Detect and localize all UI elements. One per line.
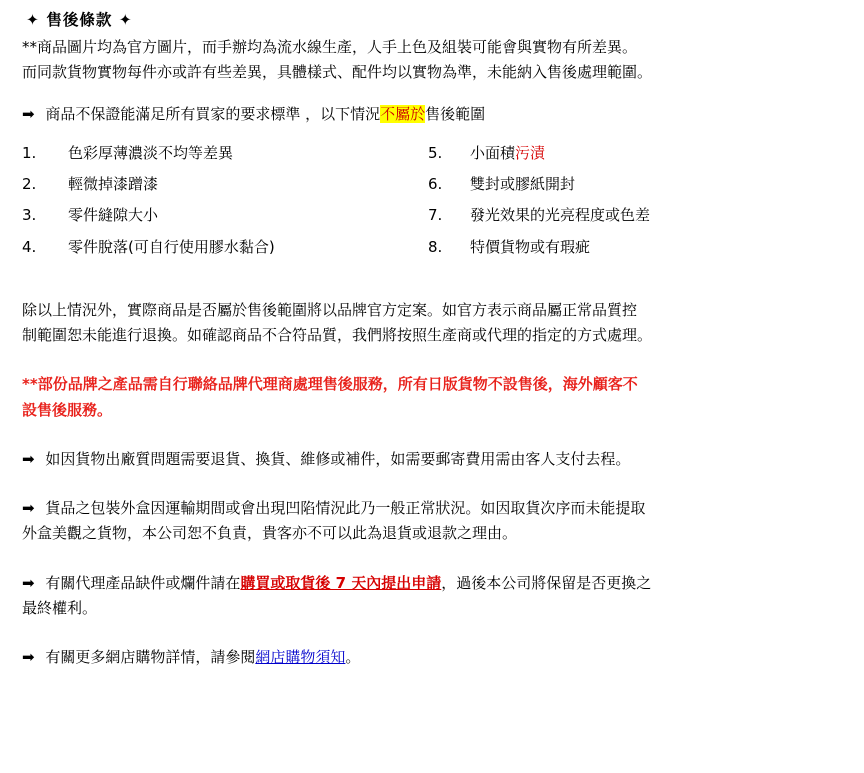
bullet-more-info: [22, 646, 850, 669]
spacer-5b: [22, 489, 850, 497]
item-text: 雙封或膠紙開封: [470, 175, 576, 194]
bullet-return: [22, 448, 850, 471]
item-number: 5.: [428, 143, 443, 162]
spacer-3: [22, 349, 850, 365]
bullet-packaging-line-1: [22, 497, 850, 520]
item-number: 2.: [22, 175, 37, 194]
item-text: 輕微掉漆蹭漆: [68, 175, 159, 194]
item-text: 特價貨物或有瑕疵: [470, 237, 591, 256]
spacer-2: [22, 265, 850, 299]
item-text-part: 小面積: [470, 143, 516, 162]
notice-before-text: 商品不保證能滿足所有買家的要求標準 ，以下情況: [45, 104, 381, 123]
intro-line-2: 而同款貨物實物每件亦或許有些差異，具體樣式、配件均以實物為準，未能納入售後處理範圍。: [22, 63, 653, 82]
shop-guide-link[interactable]: 網店購物須知: [255, 648, 346, 667]
arrow-icon: ➡: [22, 573, 35, 592]
spacer-4b: [22, 440, 850, 448]
item-number: 1.: [22, 143, 37, 162]
spacer-7: [22, 622, 850, 638]
item-number: 6.: [428, 175, 443, 194]
list-row: [22, 202, 822, 233]
notice-line: [22, 103, 850, 126]
arrow-icon: ➡: [22, 104, 35, 123]
bullet-more-before: 有關更多網店購物詳情，請參閱: [45, 648, 256, 667]
exception-line-2: 制範圍恕未能進行退換。如確認商品不合符品質，我們將按照生產商或代理的指定的方式處理。: [22, 326, 653, 345]
bullet-agent-line-1: [22, 572, 850, 595]
list-row: [22, 234, 822, 265]
arrow-icon: ➡: [22, 499, 35, 518]
item-text-highlight: 污漬: [515, 143, 546, 162]
item-text: 發光效果的光亮程度或色差: [470, 206, 651, 225]
spacer-6: [22, 548, 850, 564]
spacer-5: [22, 473, 850, 489]
red-notice-line-1: **部份品牌之產品需自行聯絡品牌代理商處理售後服務，所有日版貨物不設售後，海外顧客不: [22, 375, 638, 394]
spacer-6b: [22, 564, 850, 572]
notice-after-text: 售後範圍: [425, 104, 486, 123]
red-notice-line-2: 設售後服務。: [22, 400, 113, 419]
list-row: [22, 140, 822, 171]
intro-line-1: **商品圖片均為官方圖片，而手辦均為流水線生產，人手上色及組裝可能會與實物有所差異。: [22, 38, 638, 57]
item-text: 零件縫隙大小: [68, 206, 159, 225]
item-number: 3.: [22, 206, 37, 225]
spacer-1: [22, 87, 850, 103]
item-number: 4.: [22, 237, 37, 256]
bullet-agent-after: ，過後本公司將保留是否更換之: [441, 573, 652, 592]
bullet-agent-emphasis: 購買或取貨後 7 天內提出申請: [240, 573, 442, 592]
spacer-3b: [22, 365, 850, 373]
arrow-icon: ➡: [22, 648, 35, 667]
list-row: [22, 171, 822, 202]
item-text: 零件脫落(可自行使用膠水黏合): [68, 237, 275, 256]
item-text: 色彩厚薄濃淡不均等差異: [68, 143, 234, 162]
exception-line-1: 除以上情況外，實際商品是否屬於售後範圍將以品牌官方定案。如官方表示商品屬正常品質控: [22, 300, 638, 319]
bullet-agent-line-2: 最終權利。: [22, 598, 98, 617]
item-number: 7.: [428, 206, 443, 225]
arrow-icon: ➡: [22, 449, 35, 468]
notice-highlight: 不屬於: [380, 104, 426, 123]
bullet-agent-before: 有關代理產品缺件或爛件請在: [45, 573, 241, 592]
spacer-7b: [22, 638, 850, 646]
bullet-packaging-line-2: 外盒美觀之貨物，本公司恕不負責，貴客亦不可以此為退貨或退款之理由。: [22, 524, 518, 543]
bullet-return-text: 如因貨物出廠質問題需要退貨、換貨、維修或補件，如需要郵寄費用需由客人支付去程。: [45, 449, 631, 468]
item-number: 8.: [428, 237, 443, 256]
bullet-more-after: 。: [345, 648, 361, 667]
page-title: ✦ 售後條款 ✦: [26, 11, 133, 29]
bullet-packaging-text-1: 貨品之包裝外盒因運輸期間或會出現凹陷情況此乃一般正常狀況。如因取貨次序而未能提取: [45, 499, 646, 518]
item-text: [470, 140, 822, 171]
spacer-4: [22, 424, 850, 440]
exclusion-list: [22, 140, 822, 265]
